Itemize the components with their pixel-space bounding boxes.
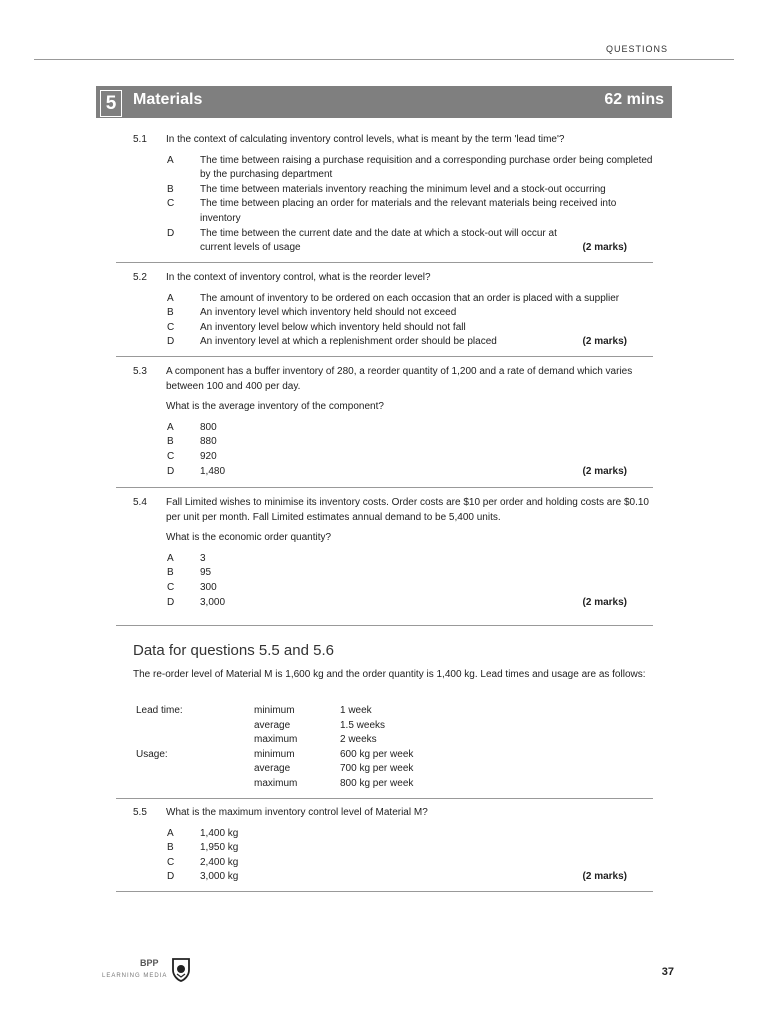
marks-label: (2 marks) — [582, 465, 627, 477]
option-text: The amount of inventory to be ordered on each occasion that an order is placed with a supplier — [200, 292, 620, 304]
option-text: 880 — [200, 436, 217, 448]
marks-label: (2 marks) — [582, 596, 627, 608]
question-number: 5.4 — [133, 497, 147, 508]
data-row — [136, 719, 536, 734]
option-d — [116, 870, 653, 885]
option-list — [116, 552, 653, 610]
question-divider — [116, 625, 653, 626]
row-label: Lead time: — [136, 705, 183, 716]
option-a — [116, 154, 653, 183]
section-banner — [96, 86, 672, 118]
question-stem: A component has a buffer inventory of 280, a reorder quantity of 1,200 and a rate of demand which varies between 100 and 400 per day. — [166, 366, 633, 392]
option-c — [116, 197, 653, 226]
question-number: 5.2 — [133, 272, 147, 283]
row-level: minimum — [254, 705, 295, 716]
data-row — [136, 748, 536, 763]
option-letter: D — [167, 336, 175, 348]
option-letter: D — [167, 227, 175, 239]
question-number: 5.5 — [133, 807, 147, 818]
option-letter: B — [167, 307, 174, 319]
question-divider — [116, 262, 653, 263]
question-prompt: What is the economic order quantity? — [166, 532, 332, 544]
question-5-1 — [116, 133, 653, 256]
option-text: The time between placing an order for materials and the relevant materials being received into inventory — [200, 198, 617, 224]
question-prompt: What is the average inventory of the component? — [166, 401, 384, 413]
option-letter: A — [167, 292, 174, 304]
data-row — [136, 733, 536, 748]
option-text: An inventory level below which inventory held should not fall — [200, 321, 466, 333]
section-time: 62 mins — [604, 91, 664, 108]
row-label: Usage: — [136, 748, 168, 760]
option-text: 3,000 kg — [200, 871, 239, 883]
row-value: 1.5 weeks — [340, 719, 386, 731]
option-text: 1,950 kg — [200, 842, 239, 854]
option-c — [116, 321, 653, 336]
question-number: 5.1 — [133, 134, 147, 145]
option-list — [116, 421, 653, 479]
row-level: average — [254, 719, 291, 731]
option-letter: D — [167, 465, 175, 477]
option-letter: A — [167, 552, 174, 564]
section-number: 5 — [100, 90, 122, 117]
question-divider — [116, 487, 653, 488]
question-stem: What is the maximum inventory control level of Material M? — [166, 807, 428, 818]
option-a — [116, 421, 653, 436]
option-letter: A — [167, 421, 174, 433]
question-divider — [116, 891, 653, 892]
option-letter: C — [167, 450, 175, 462]
section-title: Materials — [133, 91, 203, 108]
option-text: An inventory level at which a replenishment order should be placed — [200, 336, 497, 348]
data-row — [136, 704, 536, 719]
option-letter: A — [167, 827, 174, 839]
option-text: 2,400 kg — [200, 856, 239, 868]
page-number: 37 — [661, 966, 674, 978]
question-5-2 — [116, 271, 653, 350]
option-letter: D — [167, 596, 175, 608]
option-text: 300 — [200, 581, 217, 593]
option-text: An inventory level which inventory held should not exceed — [200, 307, 457, 319]
option-list — [116, 292, 653, 350]
option-letter: B — [167, 567, 174, 579]
option-b — [116, 306, 653, 321]
row-value: 800 kg per week — [340, 777, 414, 789]
option-d — [116, 335, 653, 350]
option-letter: C — [167, 856, 175, 868]
marks-label: (2 marks) — [582, 336, 627, 348]
option-text: 1,400 kg — [200, 827, 239, 839]
data-intro: The re-order level of Material M is 1,600 kg and the order quantity is 1,400 kg. Lead times and usage are as follows: — [133, 669, 646, 680]
option-list — [116, 154, 653, 256]
option-a — [116, 827, 653, 842]
marks-label: (2 marks) — [582, 871, 627, 883]
row-value: 2 weeks — [340, 734, 377, 746]
data-heading: Data for questions 5.5 and 5.6 — [133, 642, 334, 659]
question-number: 5.3 — [133, 366, 147, 377]
question-5-3 — [116, 365, 653, 479]
option-d — [116, 465, 653, 480]
lion-shield-icon — [172, 958, 190, 982]
logo-subtitle: LEARNING MEDIA — [102, 973, 168, 979]
option-b — [116, 435, 653, 450]
option-b — [116, 566, 653, 581]
option-letter: C — [167, 198, 175, 210]
data-row — [136, 777, 536, 792]
option-letter: A — [167, 154, 174, 166]
question-divider — [116, 798, 653, 799]
bpp-logo — [102, 958, 202, 988]
option-a — [116, 552, 653, 567]
option-text: 95 — [200, 567, 212, 579]
logo-brand: BPP — [140, 958, 159, 968]
option-letter: B — [167, 842, 174, 854]
question-5-5 — [116, 806, 653, 885]
option-letter: C — [167, 581, 175, 593]
question-stem: In the context of inventory control, what is the reorder level? — [166, 272, 431, 283]
option-text: 920 — [200, 450, 217, 462]
row-level: average — [254, 763, 291, 775]
option-text: 1,480 — [200, 465, 226, 477]
row-level: maximum — [254, 777, 298, 789]
row-value: 700 kg per week — [340, 763, 414, 775]
option-letter: D — [167, 871, 175, 883]
row-value: 1 week — [340, 705, 372, 716]
question-5-4 — [116, 496, 653, 610]
option-list — [116, 827, 653, 885]
option-c — [116, 856, 653, 871]
option-text: 800 — [200, 421, 217, 433]
data-row — [136, 762, 536, 777]
row-level: maximum — [254, 734, 298, 746]
option-d — [116, 596, 653, 611]
question-stem: Fall Limited wishes to minimise its inventory costs. Order costs are $10 per order and holding costs are $0.10 per unit per month. Fall Limited estimates annual demand to be 5,400 units. — [166, 497, 649, 523]
option-b — [116, 841, 653, 856]
option-c — [116, 581, 653, 596]
row-value: 600 kg per week — [340, 748, 414, 760]
data-table — [136, 704, 536, 792]
option-c — [116, 450, 653, 465]
option-b — [116, 183, 653, 198]
option-letter: B — [167, 183, 174, 195]
option-text: The time between raising a purchase requisition and a corresponding purchase order being completed by the purchasing department — [200, 154, 653, 181]
option-d — [116, 227, 653, 256]
row-level: minimum — [254, 748, 295, 760]
option-text: The time between the current date and the date at which a stock-out will occur at current levels of usage — [200, 227, 557, 254]
question-stem: In the context of calculating inventory control levels, what is meant by the term 'lead time'? — [166, 134, 565, 145]
running-head: QUESTIONS — [605, 44, 668, 54]
question-divider — [116, 356, 653, 357]
marks-label: (2 marks) — [582, 242, 627, 254]
option-text: 3 — [200, 552, 206, 564]
option-letter: C — [167, 321, 175, 333]
option-a — [116, 292, 653, 307]
option-text: The time between materials inventory reaching the minimum level and a stock-out occurring — [200, 183, 606, 195]
option-letter: B — [167, 436, 174, 448]
option-text: 3,000 — [200, 596, 226, 608]
header-rule — [34, 59, 734, 60]
